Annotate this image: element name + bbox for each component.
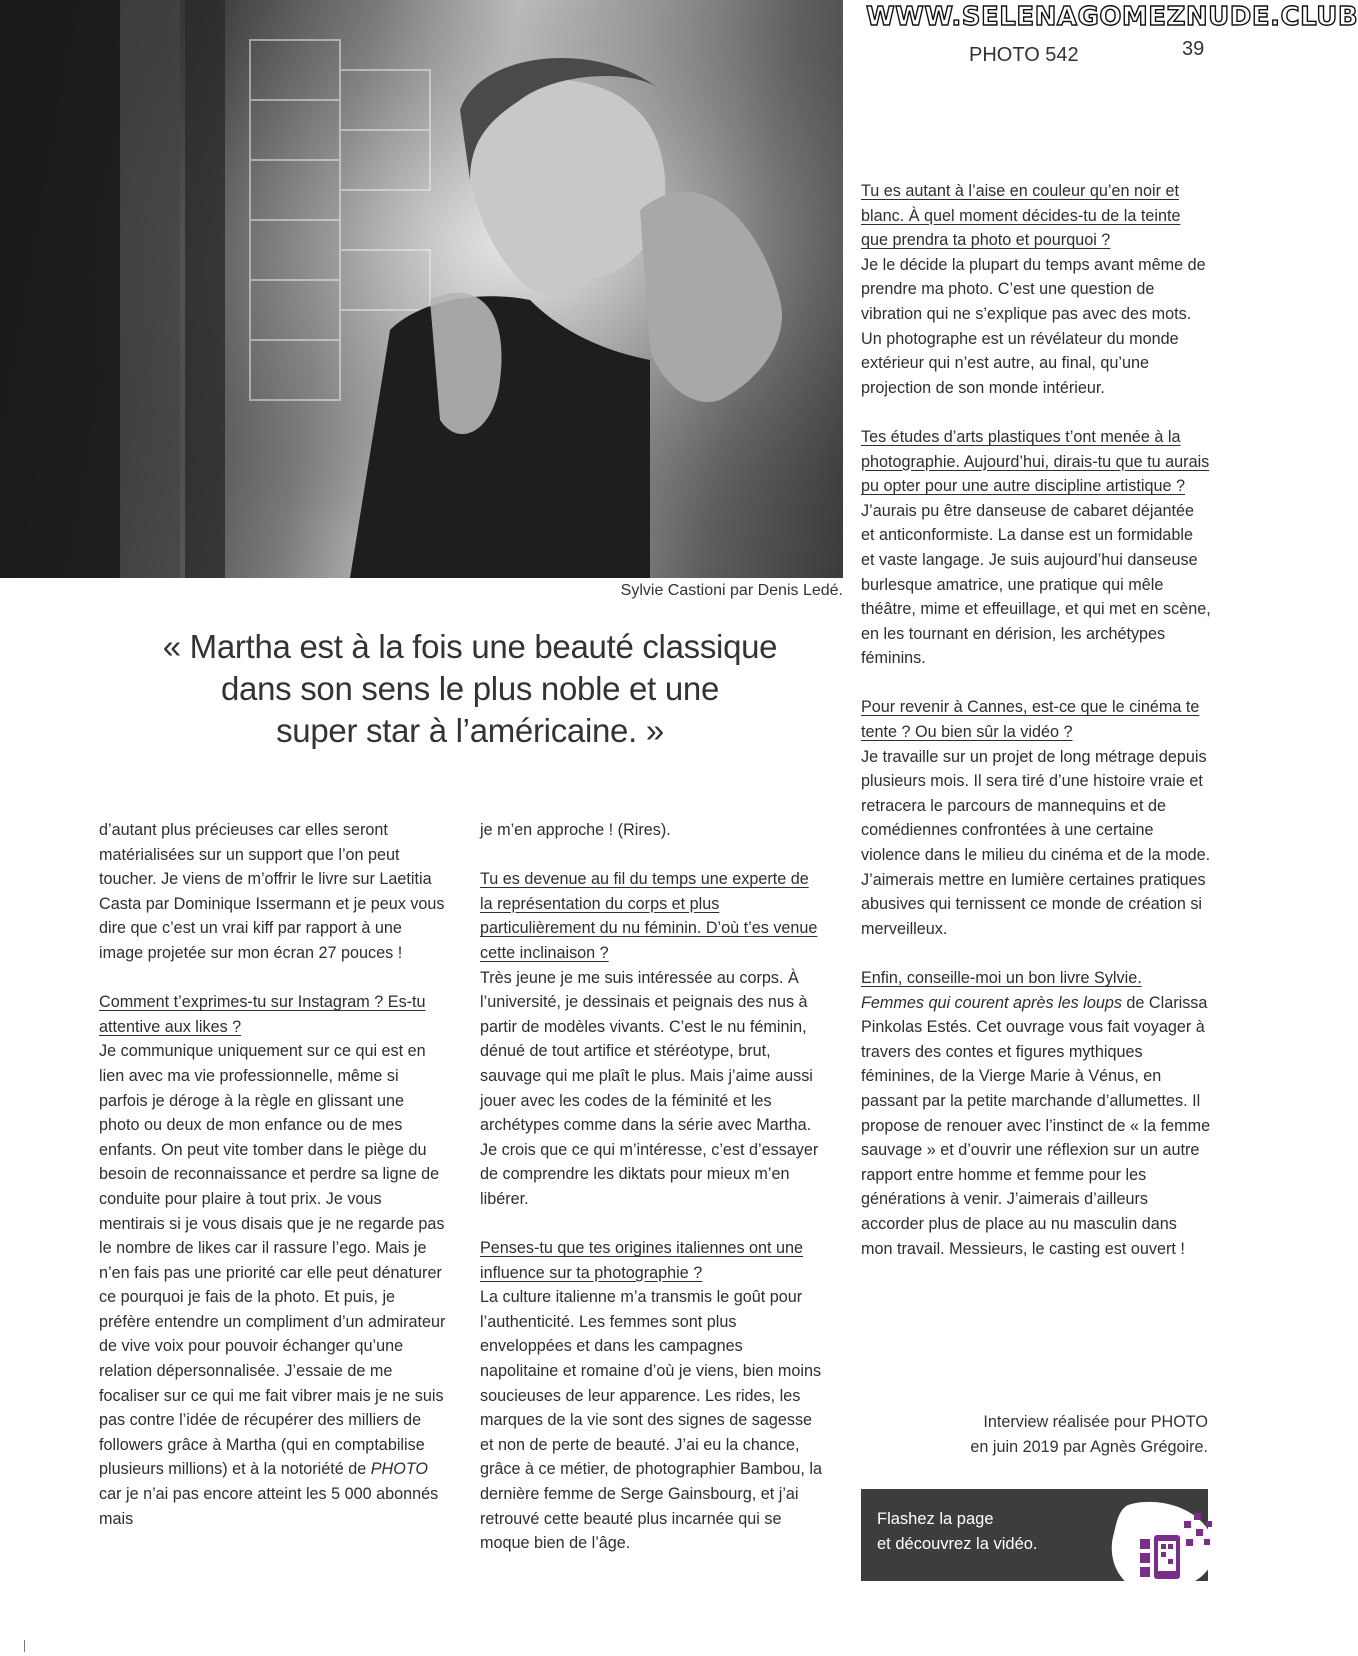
qa-block [861, 695, 1211, 941]
answer-text: Très jeune je me suis intéressée au corps. À l’université, je dessinais et peignais des nus à partir de modèles vivants. C’est le nu féminin, dénué de tout artifice et stéréotype, brut, sauvage qui me plaît le plus. Mais j’aime aussi jouer avec les codes de la féminité et les archétypes comme dans la série avec Martha. Je crois que ce qui m’intéresse, c’est d’essayer de comprendre les diktats pour mieux m’en libérer. [480, 968, 819, 1208]
watermark: WWW.SELENAGOMEZNUDE.CLUB [866, 2, 1358, 32]
answer-text: je m’en approche ! (Rires). [480, 821, 671, 839]
running-head: PHOTO 542 [969, 44, 1079, 66]
column-1 [99, 818, 449, 1531]
answer-text: Je communique uniquement sur ce qui est en lien avec ma vie professionnelle, même si parfois je déroge à la règle en glissant une photo ou deux de mon enfance ou de mes enfants. On peut vite tomber dans le piège du besoin de reconnaissance et perdre sa ligne de conduite pour plaire à tout prix. Je vous mentirais si je vous disais que je ne regarde pas le nombre de likes car il rassure l’ego. Mais je n’en fais pas une priorité car elle peut dénaturer ce pourquoi je fais de la photo. Et puis, je préfère entendre un compliment d’un admirateur de vive voix pour pouvoir échanger qu’une relation dépersonnalisée. J’essaie de me focaliser sur ce qui me fait vibrer mais je ne suis pas contre l’idée de récupérer des milliers de followers grâce à Martha (qui en comptabilise plusieurs millions) et à la notoriété de [99, 1042, 446, 1479]
portrait-photo-art [0, 0, 843, 578]
question-text: Tu es devenue au fil du temps une experte de la représentation du corps et plus particulièrement du nu féminin. D’où t’es venue cette inclinaison ? [480, 870, 818, 962]
video-callout-text [877, 1507, 1038, 1556]
column-3 [861, 179, 1211, 1286]
video-callout-line: Flashez la page [877, 1510, 994, 1528]
portrait-photo [0, 0, 843, 578]
pullquote-line: dans son sens le plus noble et une [221, 670, 719, 707]
qa-block [861, 966, 1211, 1261]
question-text: Tes études d’arts plastiques t’ont menée à la photographie. Aujourd’hui, dirais-tu que tu aurais pu opter pour une autre discipline artistique ? [861, 427, 1210, 496]
phone-scan-icon [1110, 1499, 1220, 1595]
page-number: 39 [1182, 38, 1205, 60]
answer-text: car je n’ai pas encore atteint les 5 000 abonnés mais [99, 1485, 439, 1528]
photo-caption: Sylvie Castioni par Denis Ledé. [620, 582, 843, 599]
answer-text: d’autant plus précieuses car elles seront matérialisées sur un support que l’on peut toucher. Je viens de m’offrir le livre sur Laetitia Casta par Dominique Issermann et je peux vous dire que c’est un vrai kiff par rapport à une image projetée sur mon écran 27 pouces ! [99, 821, 445, 962]
qa-block [480, 867, 825, 1211]
pullquote-line: super star à l’américaine. » [276, 712, 664, 749]
video-callout-line: et découvrez la vidéo. [877, 1534, 1038, 1553]
question-text: Penses-tu que tes origines italiennes ont une influence sur ta photographie ? [480, 1239, 804, 1282]
credit-line: en juin 2019 par Agnès Grégoire. [970, 1437, 1208, 1456]
question-text: Pour revenir à Cannes, est-ce que le cinéma te tente ? Ou bien sûr la vidéo ? [861, 698, 1200, 742]
question-text: Comment t’exprimes-tu sur Instagram ? Es-tu attentive aux likes ? [99, 993, 426, 1036]
answer-text: Je travaille sur un projet de long métrage depuis plusieurs mois. Il sera tiré d’une histoire vraie et retracera le parcours de mannequins et de comédiennes confrontées à une certaine violence dans le milieu du cinéma et de la mode. J’aimerais mettre en lumière certaines pratiques abusives qui ternissent ce monde de création si merveilleux. [861, 747, 1211, 938]
interview-credit [861, 1410, 1208, 1459]
answer-text: J’aurais pu être danseuse de cabaret déjantée et anticonformiste. La danse est un formidable et vaste langage. Je suis aujourd’hui danseuse burlesque amatrice, une pratique qui mêle théâtre, mime et effeuillage, et qui met en scène, en les tournant en dérision, les archétypes féminins. [861, 501, 1211, 668]
credit-line: Interview réalisée pour PHOTO [983, 1413, 1208, 1431]
answer-text: Je le décide la plupart du temps avant même de prendre ma photo. C’est une question de vibration qui ne s’explique pas avec des mots. Un photographe est un révélateur du monde extérieur qui n’est autre, au final, qu’une projection de son monde intérieur. [861, 255, 1206, 397]
qa-block [480, 1236, 825, 1556]
answer-text: de Clarissa Pinkolas Estés. Cet ouvrage vous fait voyager à travers des contes et figures mythiques féminines, de la Vierge Marie à Vénus, en passant par la petite marchande d’allumettes. Il propose de renouer avec l’instinct de « la femme sauvage » et d’ouvrir une réflexion sur un autre rapport entre homme et femme pour les générations à venir. J’aimerais d’ailleurs accorder plus de place au nu masculin dans mon travail. Messieurs, le casting est ouvert ! [861, 993, 1211, 1258]
book-title: Femmes qui courent après les loups [861, 993, 1122, 1012]
column-2 [480, 818, 825, 1580]
question-text: Tu es autant à l’aise en couleur qu’en noir et blanc. À quel moment décides-tu de la teinte que prendra ta photo et pourquoi ? [861, 182, 1181, 250]
qa-block [861, 425, 1211, 671]
pullquote-line: « Martha est à la fois une beauté classique [162, 628, 778, 665]
crop-mark [24, 1640, 25, 1652]
pullquote [120, 626, 820, 752]
magazine-name: PHOTO [370, 1460, 428, 1479]
video-callout[interactable] [861, 1489, 1208, 1581]
answer-text: La culture italienne m’a transmis le goût pour l’authenticité. Les femmes sont plus enveloppées et dans les campagnes napolitaine et romaine d’où je viens, bien moins soucieuses de leur apparence. Les rides, les marques de la vie sont des signes de sagesse et non de perte de beauté. J’ai eu la chance, grâce à ce métier, de photographier Bambou, la dernière femme de Serge Gainsbourg, et j’ai retrouvé cette beauté plus incarnée qui se moque bien de l’âge. [480, 1288, 822, 1553]
question-text: Enfin, conseille-moi un bon livre Sylvie. [861, 969, 1142, 987]
answer-block [99, 990, 449, 1531]
qa-block [861, 179, 1211, 400]
